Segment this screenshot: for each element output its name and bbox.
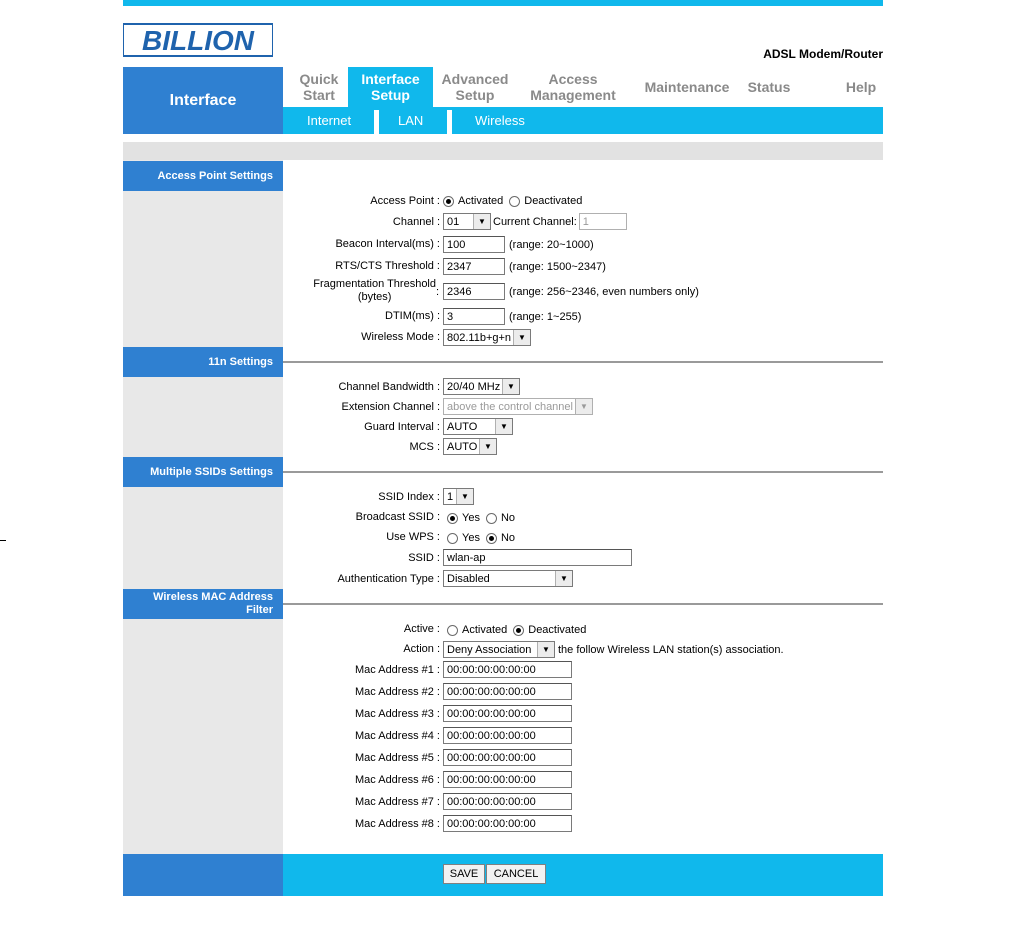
- auth-type-label: Authentication Type :: [337, 573, 440, 585]
- auth-type-select[interactable]: Disabled ▼: [443, 570, 573, 587]
- frag-input[interactable]: 2346: [443, 283, 505, 300]
- mac-action-select[interactable]: Deny Association ▼: [443, 641, 555, 658]
- extension-channel-select[interactable]: above the control channel ▼: [443, 398, 593, 415]
- chevron-down-icon: ▼: [555, 571, 572, 586]
- left-column: [123, 160, 283, 854]
- mac-address-input[interactable]: 00:00:00:00:00:00: [443, 749, 572, 766]
- beacon-hint: (range: 20~1000): [509, 238, 594, 251]
- guard-interval-select[interactable]: AUTO ▼: [443, 418, 513, 435]
- deactivated-label: Deactivated: [528, 624, 587, 636]
- access-point-radio-group: [443, 195, 582, 207]
- subnav-separator: [447, 110, 452, 134]
- extension-channel-row: [443, 398, 593, 415]
- footer-left: [123, 854, 283, 896]
- yes-label: Yes: [462, 532, 480, 544]
- extension-channel-label: Extension Channel :: [341, 401, 440, 413]
- subnav-wireless[interactable]: Wireless: [475, 113, 525, 128]
- rts-hint: (range: 1500~2347): [509, 260, 606, 273]
- nav-status[interactable]: Status: [747, 79, 791, 95]
- wireless-mode-select[interactable]: 802.11b+g+n ▼: [443, 329, 531, 346]
- grey-band: [123, 142, 883, 160]
- channel-select[interactable]: 01 ▼: [443, 213, 491, 230]
- mac-active-radio-group: [443, 624, 586, 636]
- ssid-label: SSID :: [408, 552, 440, 564]
- wireless-mode-row: [443, 329, 531, 346]
- section-header-mac-filter: Wireless MAC Address Filter: [123, 589, 283, 619]
- rts-input[interactable]: 2347: [443, 258, 505, 275]
- guard-interval-label: Guard Interval :: [364, 421, 440, 433]
- dtim-label: DTIM(ms) :: [385, 310, 440, 322]
- no-label: No: [500, 532, 516, 544]
- section-header-access-point: Access Point Settings: [123, 161, 283, 191]
- bandwidth-label: Channel Bandwidth :: [338, 381, 440, 393]
- nav-quick-start[interactable]: Quick Start: [299, 71, 339, 103]
- use-wps-radio-group: [443, 532, 515, 544]
- dtim-hint: (range: 1~255): [509, 310, 582, 323]
- mac-address-label: Mac Address #5 :: [355, 752, 440, 764]
- frag-hint: (range: 256~2346, even numbers only): [509, 285, 699, 298]
- nav-access-management[interactable]: Access Management: [530, 71, 616, 103]
- access-point-label: Access Point :: [370, 195, 440, 207]
- save-button[interactable]: SAVE: [443, 864, 485, 884]
- subnav-internet[interactable]: Internet: [307, 113, 352, 128]
- mac-active-label: Active :: [403, 623, 440, 635]
- channel-label: Channel :: [392, 216, 440, 228]
- divider: [283, 471, 883, 473]
- rts-label: RTS/CTS Threshold :: [335, 260, 440, 272]
- access-point-activated-radio[interactable]: [443, 196, 454, 207]
- section-header-11n: 11n Settings: [123, 347, 283, 377]
- wireless-mode-label: Wireless Mode :: [361, 331, 440, 343]
- rts-row: [443, 258, 606, 275]
- mac-deactivated-radio[interactable]: [513, 625, 524, 636]
- section-title: Interface: [123, 67, 283, 134]
- edge-mark: [0, 540, 6, 541]
- bandwidth-select[interactable]: 20/40 MHz ▼: [443, 378, 520, 395]
- current-channel-input[interactable]: 1: [579, 213, 627, 230]
- nav-help[interactable]: Help: [845, 79, 877, 95]
- bandwidth-row: [443, 378, 520, 395]
- chevron-down-icon: ▼: [495, 419, 512, 434]
- chevron-down-icon: ▼: [502, 379, 519, 394]
- section-header-ssid: Multiple SSIDs Settings: [123, 457, 283, 487]
- divider: [283, 361, 883, 363]
- cancel-button[interactable]: CANCEL: [486, 864, 546, 884]
- mac-activated-radio[interactable]: [447, 625, 458, 636]
- subnav-lan[interactable]: LAN: [398, 113, 424, 128]
- deactivated-label: Deactivated: [524, 195, 583, 207]
- mac-address-label: Mac Address #2 :: [355, 686, 440, 698]
- access-point-deactivated-radio[interactable]: [509, 196, 520, 207]
- chevron-down-icon: ▼: [479, 439, 496, 454]
- ssid-index-row: [443, 488, 474, 505]
- mac-address-input[interactable]: 00:00:00:00:00:00: [443, 661, 572, 678]
- mac-action-row: [443, 641, 784, 658]
- mac-address-label: Mac Address #7 :: [355, 796, 440, 808]
- yes-label: Yes: [462, 512, 480, 524]
- mac-address-label: Mac Address #3 :: [355, 708, 440, 720]
- mac-address-label: Mac Address #1 :: [355, 664, 440, 676]
- mcs-select[interactable]: AUTO ▼: [443, 438, 497, 455]
- mac-address-input[interactable]: 00:00:00:00:00:00: [443, 705, 572, 722]
- broadcast-no-radio[interactable]: [486, 513, 497, 524]
- mac-address-label: Mac Address #4 :: [355, 730, 440, 742]
- nav-advanced-setup[interactable]: Advanced Setup: [441, 71, 509, 103]
- chevron-down-icon: ▼: [473, 214, 490, 229]
- use-wps-label: Use WPS :: [386, 531, 440, 543]
- mcs-label: MCS :: [409, 441, 440, 453]
- frag-label: Fragmentation Threshold (bytes): [313, 278, 436, 303]
- nav-interface-setup[interactable]: Interface Setup: [348, 67, 433, 107]
- chevron-down-icon: ▼: [537, 642, 554, 657]
- footer-bar: [283, 854, 883, 896]
- dtim-row: [443, 308, 581, 325]
- mcs-row: [443, 438, 497, 455]
- broadcast-yes-radio[interactable]: [447, 513, 458, 524]
- guard-interval-row: [443, 418, 513, 435]
- top-accent-bar: [123, 0, 883, 6]
- mac-address-input[interactable]: 00:00:00:00:00:00: [443, 683, 572, 700]
- mac-address-input[interactable]: 00:00:00:00:00:00: [443, 771, 572, 788]
- chevron-down-icon: ▼: [575, 399, 592, 414]
- wps-yes-radio[interactable]: [447, 533, 458, 544]
- channel-row: [443, 213, 627, 230]
- auth-type-row: [443, 570, 573, 587]
- beacon-label: Beacon Interval(ms) :: [335, 238, 440, 250]
- subnav-separator: [374, 110, 379, 134]
- sub-nav: [283, 107, 883, 134]
- billion-logo: [123, 22, 273, 58]
- frag-row: [443, 283, 699, 300]
- activated-label: Activated: [458, 195, 504, 207]
- mac-address-input[interactable]: 00:00:00:00:00:00: [443, 793, 572, 810]
- product-name: ADSL Modem/Router: [763, 47, 883, 61]
- frag-colon: :: [436, 286, 440, 298]
- wps-no-radio[interactable]: [486, 533, 497, 544]
- activated-label: Activated: [462, 624, 508, 636]
- nav-maintenance[interactable]: Maintenance: [644, 79, 730, 95]
- mac-action-label: Action :: [403, 643, 440, 655]
- page: [123, 0, 883, 930]
- mac-address-input[interactable]: 00:00:00:00:00:00: [443, 727, 572, 744]
- ssid-input[interactable]: wlan-ap: [443, 549, 632, 566]
- dtim-input[interactable]: 3: [443, 308, 505, 325]
- ssid-index-label: SSID Index :: [378, 491, 440, 503]
- broadcast-ssid-radio-group: [443, 512, 515, 524]
- main-nav: [283, 67, 883, 107]
- ssid-index-select[interactable]: 1 ▼: [443, 488, 474, 505]
- ssid-row: [443, 549, 632, 566]
- no-label: No: [500, 512, 516, 524]
- broadcast-ssid-label: Broadcast SSID :: [355, 511, 440, 523]
- mac-address-label: Mac Address #8 :: [355, 818, 440, 830]
- logo-text: BILLION: [142, 25, 254, 56]
- beacon-input[interactable]: 100: [443, 236, 505, 253]
- current-channel-label: Current Channel:: [493, 215, 577, 228]
- chevron-down-icon: ▼: [456, 489, 473, 504]
- mac-address-input[interactable]: 00:00:00:00:00:00: [443, 815, 572, 832]
- divider: [283, 603, 883, 605]
- mac-address-label: Mac Address #6 :: [355, 774, 440, 786]
- chevron-down-icon: ▼: [513, 330, 530, 345]
- mac-action-suffix: the follow Wireless LAN station(s) association.: [558, 643, 784, 656]
- beacon-row: [443, 236, 594, 253]
